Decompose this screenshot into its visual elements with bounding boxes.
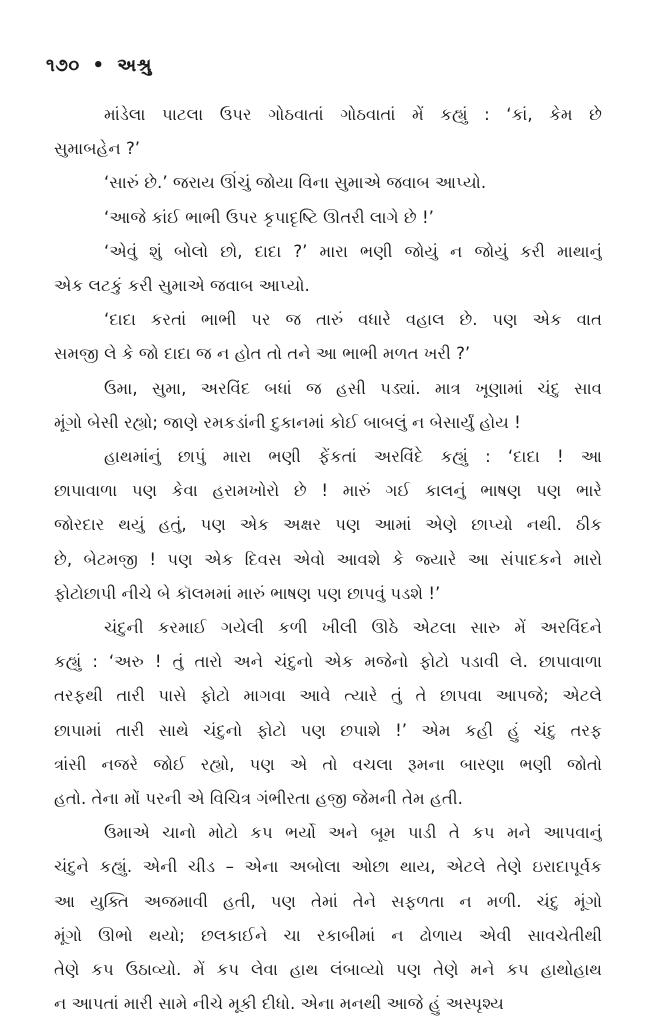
text-line: સમજી લે કે જો દાદા જ ન હોત તો તને આ ભાભી મળત ખરી ?’ [54, 344, 471, 364]
text-line: સુમાબહેન ?’ [54, 139, 141, 159]
text-line: આ યુક્તિ અજમાવી હતી, પણ તેમાં તેને સફળતા ન મળી. ચંદુ મૂંગો [54, 891, 602, 911]
text-line: ‘સારું છે.’ જરાય ઊંચું જોયા વિના સુમાએ જવાબ આપ્યો. [104, 173, 487, 193]
paragraph [54, 440, 602, 611]
text-line: ન આપતાં મારી સામે નીચે મૂકી દીધો. એના મનથી આજે હું અસ્પૃશ્ય [54, 994, 504, 1014]
text-line: ફોટોછાપી નીચે બે કૉલમમાં મારું ભાષણ પણ છાપવું પડશે !’ [54, 583, 441, 603]
text-line: ચંદુને કહ્યું. એની ચીડ – એના અબોલા ઓછા થાય, એટલે તેણે ઇરાદાપૂર્વક [54, 857, 602, 877]
text-line: હાથમાંનું છાપું મારા ભણી ફેંકતાં અરવિંદે કહ્યું : ‘દાદા ! આ [104, 447, 602, 467]
text-line: ચંદુની કરમાઈ ગયેલી કળી ખીલી ઊઠે એટલા સારુ મેં અરવિંદને [104, 618, 602, 638]
text-line: ત્રાંસી નજરે જોઈ રહ્યો, પણ એ તો વચલા રૂમના બારણા ભણી જોતો [54, 754, 602, 774]
text-line: મૂંગો ઊભો થયો; છલકાઈને ચા રકાબીમાં ન ઢોળાય એવી સાવચેતીથી [54, 925, 602, 945]
text-line: છે, બેટમજી ! પણ એક દિવસ એવો આવશે કે જ્યારે આ સંપાદકને મારો [54, 549, 602, 569]
text-line: હતો. તેના મોં પરની એ વિચિત્ર ગંભીરતા હજી જેમની તેમ હતી. [54, 789, 463, 809]
text-line: ‘આજે કાંઈ ભાભી ઉપર કૃપાદૃષ્ટિ ઊતરી લાગે છે !’ [104, 207, 434, 227]
text-line: તેણે કપ ઉઠાવ્યો. મેં કપ લેવા હાથ લંબાવ્યો પણ તેણે મને કપ હાથોહાથ [54, 960, 602, 980]
text-line: કહ્યું : ‘અરુ ! તું તારો અને ચંદુનો એક મજેનો ફોટો પડાવી લે. છાપાવાળા [54, 652, 602, 672]
body-text [54, 98, 602, 1021]
page-number: ૧૭૦ [46, 55, 80, 76]
paragraph [54, 303, 602, 371]
text-line: એક લટકું કરી સુમાએ જવાબ આપ્યો. [54, 276, 310, 296]
paragraph [54, 98, 602, 166]
text-line: મૂંગો બેસી રહ્યો; જાણે રમકડાંની દુકાનમાં કોઈ બાબલું ન બેસાર્યું હોય ! [54, 412, 521, 432]
paragraph [54, 166, 602, 200]
text-line: ‘દાદા કરતાં ભાભી પર જ તારું વધારે વહાલ છે. પણ એક વાત [104, 310, 602, 330]
paragraph [54, 372, 602, 440]
text-line: છાપાવાળા પણ કેવા હરામખોરો છે ! મારું ગઈ કાલનું ભાષણ પણ ભારે [54, 481, 602, 501]
paragraph [54, 201, 602, 235]
text-line: છાપામાં તારી સાથે ચંદુનો ફોટો પણ છપાશે !’ એમ કહી હું ચંદુ તરફ [54, 720, 602, 740]
paragraph [54, 816, 602, 1021]
paragraph [54, 235, 602, 303]
text-line: ઉમાએ ચાનો મોટો કપ ભર્યો અને બૂમ પાડી તે કપ મને આપવાનું [104, 823, 602, 843]
running-header [46, 46, 602, 86]
text-line: તરફથી તારી પાસે ફોટો માગવા આવે ત્યારે તું તે છાપવા આપજે; એટલે [54, 686, 602, 706]
header-separator: • [92, 55, 105, 76]
text-line: ઉમા, સુમા, અરવિંદ બધાં જ હસી પડ્યાં. માત્ર ખૂણામાં ચંદુ સાવ [104, 378, 602, 398]
text-line: જોરદાર થયું હતું, પણ એક અક્ષર પણ આમાં એણે છાપ્યો નથી. ઠીક [54, 515, 602, 535]
text-line: માંડેલા પાટલા ઉપર ગોઠવાતાં ગોઠવાતાં મેં કહ્યું : ‘કાં, કેમ છે [104, 105, 602, 124]
paragraph [54, 611, 602, 816]
book-title: અશ્રુ [117, 55, 152, 76]
text-line: ‘એવું શું બોલો છો, દાદા ?’ મારા ભણી જોયું ન જોયું કરી માથાનું [104, 241, 602, 261]
